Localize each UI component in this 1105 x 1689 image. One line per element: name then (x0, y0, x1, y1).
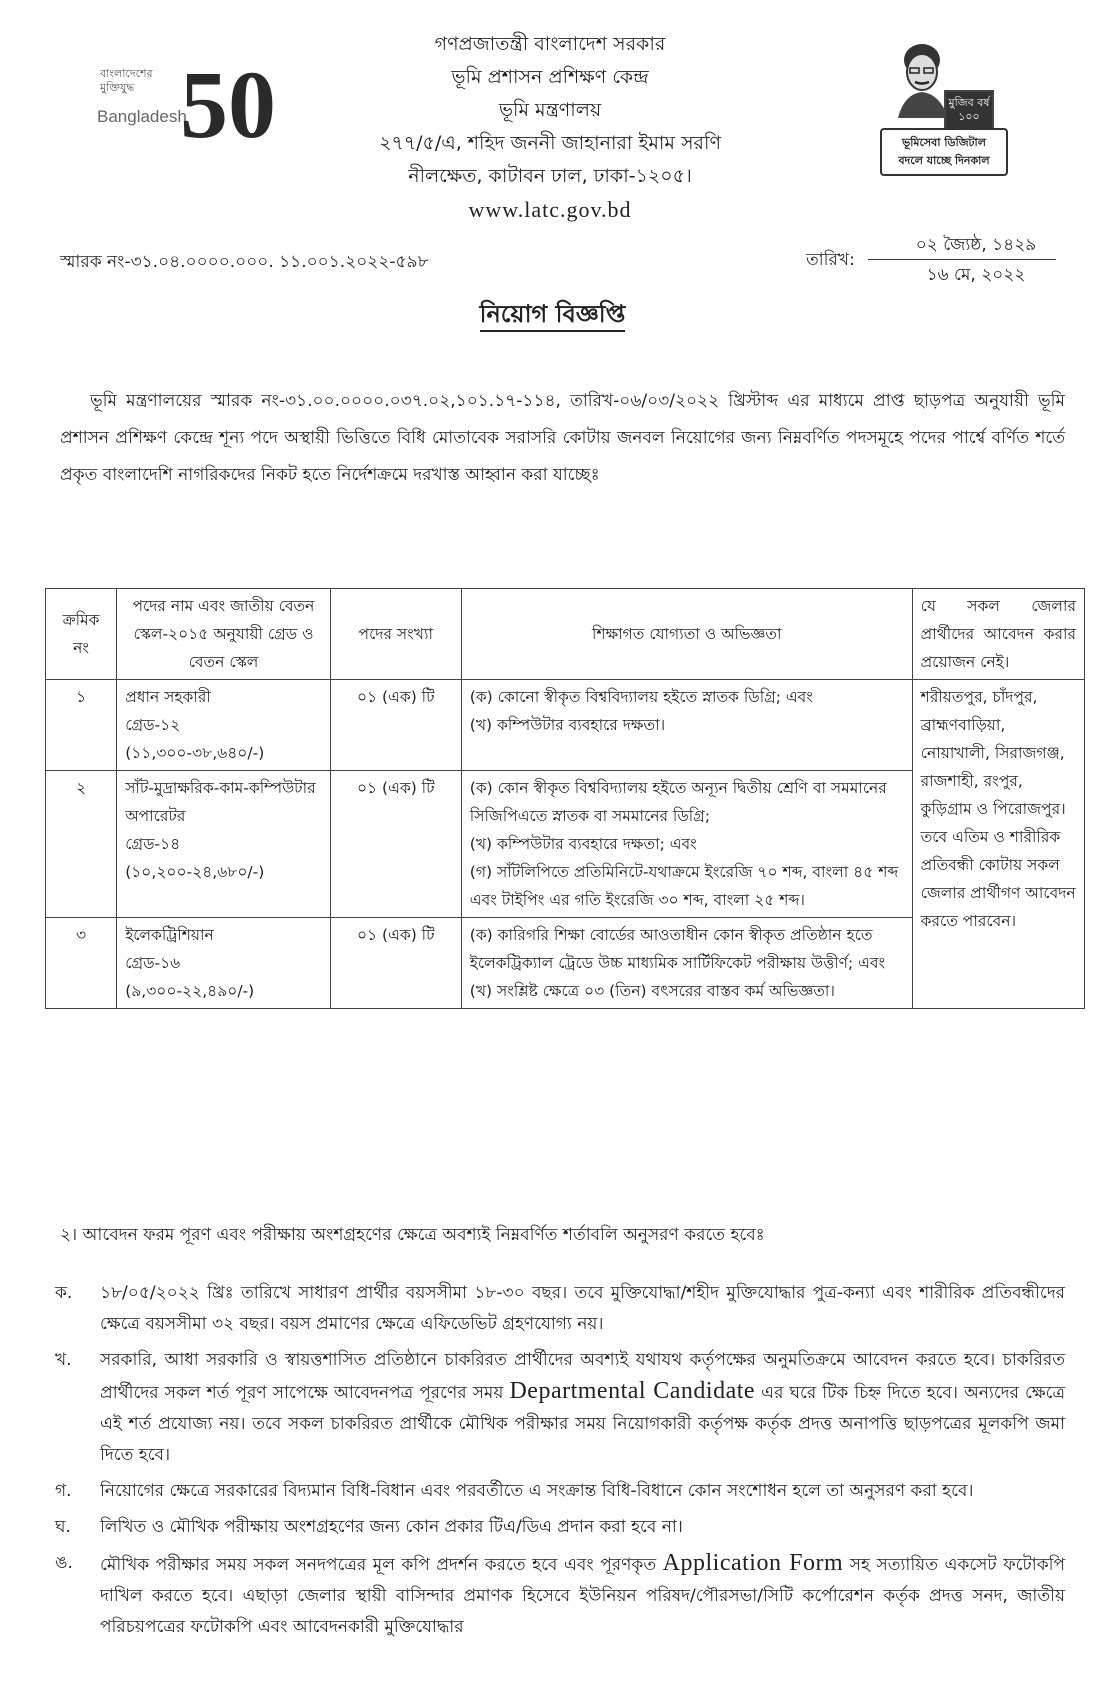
clause-text: ১৮/০৫/২০২২ খ্রিঃ তারিখে সাধারণ প্রার্থীর বয়সসীমা ১৮-৩০ বছর। তবে মুক্তিযোদ্ধা/শহীদ মুক্তিযোদ্ধার পুত্র-কন্যা এবং শারীরিক প্রতিবন্ধীদের ক্ষেত্রে বয়সসীমা ৩২ বছর। বয়স প্রমাণের ক্ষেত্রে এফিডেভিট গ্রহণযোগ্য নয়। (100, 1283, 1065, 1334)
logo-bangladesh-word: Bangladesh (97, 107, 187, 126)
clause-text: লিখিত ও মৌখিক পরীক্ষায় অংশগ্রহণের জন্য কোন প্রকার টিএ/ডিএ প্রদান করা হবে না। (100, 1517, 683, 1537)
mujib-borsho-logo (880, 38, 1020, 188)
slogan-box (880, 128, 1008, 176)
list-item (55, 1345, 1065, 1471)
clause-text: নিয়োগের ক্ষেত্রে সরকারের বিদ্যমান বিধি-বিধান এবং পরবর্তীতে এ সংক্রান্ত বিধি-বিধানে কোন সংশোধন হলে তা অনুসরণ করা হবে। (100, 1481, 974, 1501)
header-districts: যে সকল জেলার প্রার্থীদের আবেদন করার প্রয়োজন নেই। (912, 589, 1084, 680)
clause-latin-term: Departmental Candidate (509, 1378, 756, 1404)
intro-paragraph: ভূমি মন্ত্রণালয়ের স্মারক নং-৩১.০০.০০০০.০৩৭.০২,১০১.১৭-১১৪, তারিখ-০৬/০৩/২০২২ খ্রিস্টাব্দ এর মাধ্যমে প্রাপ্ত ছাড়পত্র অনুযায়ী ভূমি প্রশাসন প্রশিক্ষণ কেন্দ্রে শূন্য পদে অস্থায়ী ভিত্তিতে বিধি মোতাবেক সরাসরি কোটায় জনবল নিয়োগের জন্য নিম্নবর্ণিত পদসমূহে পদের পার্শ্বে বর্ণিত শর্তে প্রকৃত বাংলাদেশি নাগরিকদের নিকট হতে নির্দেশক্রমে দরখাস্ত আহ্বান করা যাচ্ছেঃ (60, 391, 1065, 485)
row-qualification: (ক) কোনো স্বীকৃত বিশ্ববিদ্যালয় হইতে স্নাতক ডিগ্রি; এবং (খ) কম্পিউটার ব্যবহারে দক্ষতা। (461, 680, 912, 771)
logo-number: 50 (180, 51, 276, 158)
row-count: ০১ (এক) টি (330, 771, 461, 918)
table-header-row (46, 589, 1085, 680)
letterhead (330, 28, 770, 226)
clause-mark: গ. (55, 1481, 72, 1501)
row-post: সাঁট-মুদ্রাক্ষরিক-কাম-কম্পিউটার অপারেটর গ্রেড-১৪ (১০,২০০-২৪,৬৮০/-) (117, 771, 331, 918)
clause-mark: খ. (55, 1350, 72, 1370)
posts-table (45, 588, 1085, 1009)
header-post: পদের নাম এবং জাতীয় বেতন স্কেল-২০১৫ অনুযায়ী গ্রেড ও বেতন স্কেল (117, 589, 331, 680)
slogan-line-1: ভূমিসেবা ডিজিটাল (902, 136, 986, 149)
clause-text: সরকারি, আধা সরকারি ও স্বায়ত্তশাসিত প্রতিষ্ঠানে চাকরিরত প্রার্থীদের অবশ্যই যথাযথ কর্তৃপক্ষের অনুমতিক্রমে আবেদন করতে হবে। চাকরিরত প্রার্থীদের সকল শর্ত পূরণ সাপেক্ষে আবেদনপত্র পূরণের সময় (100, 1350, 1065, 1403)
row-serial: ১ (46, 680, 117, 771)
table-row (46, 680, 1085, 771)
header-serial: ক্রমিক নং (46, 589, 117, 680)
row-count: ০১ (এক) টি (330, 918, 461, 1009)
logo-bengali-text: বাংলাদেশের মুক্তিযুদ্ধ (100, 67, 153, 94)
date-divider (868, 259, 1056, 260)
website: www.latc.gov.bd (468, 197, 632, 222)
row-count: ০১ (এক) টি (330, 680, 461, 771)
clause-text-cont: সহ সত্যায়িত একসেট ফটোকপি দাখিল করতে হবে। এছাড়া জেলার স্থায়ী বাসিন্দার প্রমাণক হিসেবে ইউনিয়ন পরিষদ/পৌরসভা/সিটি কর্পোরেশন কর্তৃক প্রদত্ত সনদ, জাতীয় পরিচয়পত্রের ফটোকপি এবং আবেদনকারী মুক্তিযোদ্ধার (100, 1555, 1065, 1637)
bangladesh-50-logo (62, 51, 292, 165)
clause-mark: ঘ. (55, 1517, 71, 1537)
clause-mark: ক. (55, 1283, 73, 1303)
slogan-line-2: বদলে যাচ্ছে দিনকাল (898, 154, 990, 167)
row-post: প্রধান সহকারী গ্রেড-১২ (১১,৩০০-৩৮,৬৪০/-) (117, 680, 331, 771)
list-item (55, 1548, 1065, 1643)
list-item (55, 1512, 1065, 1543)
ministry-name: ভূমি মন্ত্রণালয় (498, 99, 602, 121)
row-serial: ২ (46, 771, 117, 918)
header-count: পদের সংখ্যা (330, 589, 461, 680)
list-item (55, 1476, 1065, 1507)
conditions-list (55, 1278, 1065, 1648)
excluded-districts: শরীয়তপুর, চাঁদপুর, ব্রাহ্মণবাড়িয়া, নোয়াখালী, সিরাজগঞ্জ, রাজশাহী, রংপুর, কুড়িগ্রাম ও পিরোজপুর। তবে এতিম ও শারীরিক প্রতিবন্ধী কোটায় সকল জেলার প্রার্থীগণ আবেদন করতে পারবেন। (912, 680, 1084, 1009)
mujib-badge: মুজিব বর্ষ ১০০ (944, 90, 994, 130)
office-name: ভূমি প্রশাসন প্রশিক্ষণ কেন্দ্র (451, 66, 649, 88)
row-serial: ৩ (46, 918, 117, 1009)
clause-text: মৌখিক পরীক্ষার সময় সকল সনদপত্রের মূল কপি প্রদর্শন করতে হবে এবং পূরণকৃত (100, 1555, 657, 1575)
date-bangla: ০২ জ্যৈষ্ঠ, ১৪২৯ (915, 235, 1037, 255)
clause-mark: ঙ. (55, 1553, 73, 1573)
address-line-2: নীলক্ষেত, কাটাবন ঢাল, ঢাকা-১২০৫। (408, 165, 692, 187)
address-line-1: ২৭৭/৫/এ, শহিদ জননী জাহানারা ইমাম সরণি (379, 132, 721, 154)
row-qualification: (ক) কোন স্বীকৃত বিশ্ববিদ্যালয় হইতে অন্যূন দ্বিতীয় শ্রেণি বা সমমানের সিজিপিএতে স্নাতক বা সমমানের ডিগ্রি; (খ) কম্পিউটার ব্যবহারে দক্ষতা; এবং (গ) সাঁটলিপিতে প্রতিমিনিটে-যথাক্রমে ইংরেজি ৭০ শব্দ, বাংলা ৪৫ শব্দ এবং টাইপিং এর গতি ইংরেজি ৩০ শব্দ, বাংলা ২৫ শব্দ। (461, 771, 912, 918)
date-english: ১৬ মে, ২০২২ (926, 265, 1026, 285)
row-qualification: (ক) কারিগরি শিক্ষা বোর্ডের আওতাধীন কোন স্বীকৃত প্রতিষ্ঠান হতে ইলেকট্রিক্যাল ট্রেডে উচ্চ মাধ্যমিক সার্টিফিকেট পরীক্ষায় উত্তীর্ণ; এবং (খ) সংশ্লিষ্ট ক্ষেত্রে ০৩ (তিন) বৎসরের বাস্তব কর্ম অভিজ্ঞতা। (461, 918, 912, 1009)
govt-name: গণপ্রজাতন্ত্রী বাংলাদেশ সরকার (434, 33, 666, 55)
clause-latin-term: Application Form (662, 1550, 844, 1576)
section-2-heading: ২। আবেদন ফরম পূরণ এবং পরীক্ষায় অংশগ্রহণের ক্ষেত্রে অবশ্যই নিম্নবর্ণিত শর্তাবলি অনুসরণ করতে হবেঃ (60, 1225, 765, 1245)
header-qualification: শিক্ষাগত যোগ্যতা ও অভিজ্ঞতা (461, 589, 912, 680)
date-label: তারিখ: (806, 250, 855, 270)
page-title: নিয়োগ বিজ্ঞপ্তি (0, 296, 1105, 336)
memo-number: স্মারক নং-৩১.০৪.০০০০.০০০. ১১.০০১.২০২২-৫৯৮ (60, 252, 429, 272)
list-item (55, 1278, 1065, 1340)
row-post: ইলেকট্রিশিয়ান গ্রেড-১৬ (৯,৩০০-২২,৪৯০/-) (117, 918, 331, 1009)
clause-text-cont: এর ঘরে টিক চিহ্ন দিতে হবে। অন্যদের ক্ষেত্রে এই শর্ত প্রযোজ্য নয়। তবে সকল চাকরিরত প্রার্থীকে মৌখিক পরীক্ষার সময় নিয়োগকারী কর্তৃপক্ষ কর্তৃক প্রদত্ত অনাপত্তি ছাড়পত্রের মূলকপি জমা দিতে হবে। (100, 1383, 1066, 1465)
